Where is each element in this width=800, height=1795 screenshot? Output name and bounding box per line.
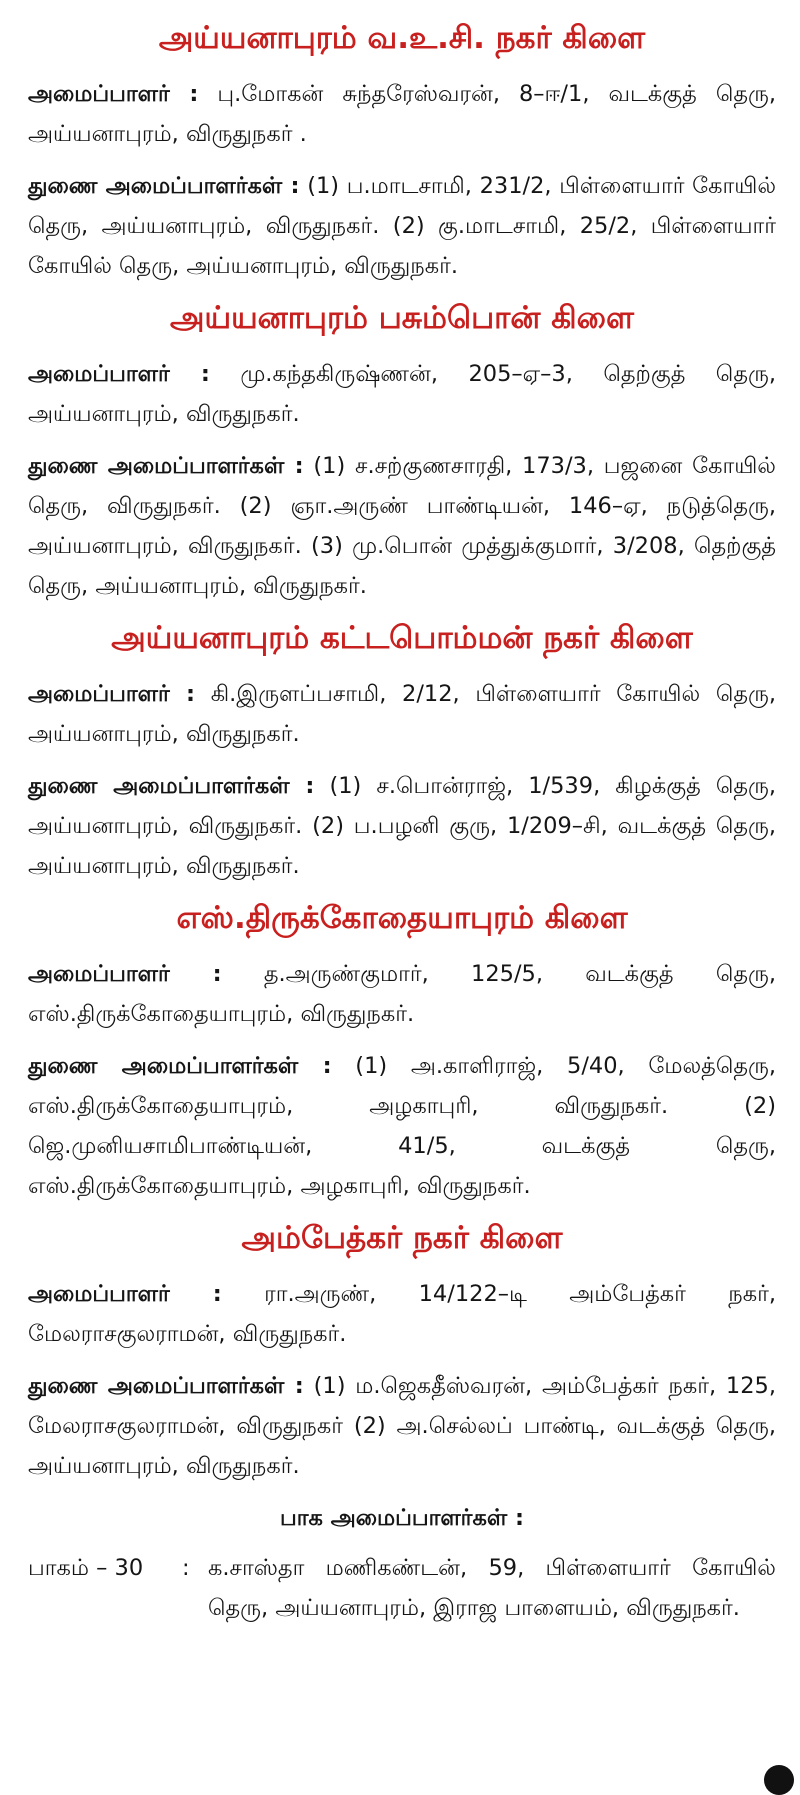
organizer-paragraph [28, 674, 776, 754]
ward-number: பாகம் – 30 [28, 1555, 144, 1581]
deputy-paragraph [28, 766, 776, 886]
branch-section [28, 298, 776, 606]
branch-title: அய்யனாபுரம் கட்டபொம்மன் நகர் கிளை [111, 620, 693, 656]
deputy-text: (1) ம.ஜெகதீஸ்வரன், அம்பேத்கர் நகர், 125, மேலராசகுலராமன், விருதுநகர் (2) அ.செல்லப் பாண்டி, வடக்குத் தெரு, அய்யனாபுரம், விருதுநகர். [28, 1373, 777, 1479]
deputy-label: துணை அமைப்பாளர்கள் : [28, 453, 304, 479]
ward-organizers-title: பாக அமைப்பாளர்கள் : [280, 1505, 524, 1531]
organizer-paragraph [28, 954, 776, 1034]
deputy-label: துணை அமைப்பாளர்கள் : [28, 1373, 304, 1399]
branch-section [28, 618, 776, 886]
branch-title: அய்யனாபுரம் பசும்பொன் கிளை [170, 300, 634, 336]
organizer-text: த.அருண்குமார், 125/5, வடக்குத் தெரு, எஸ்.திருக்கோதையாபுரம், விருதுநகர். [28, 961, 776, 1027]
branch-title: அம்பேத்கர் நகர் கிளை [241, 1220, 563, 1256]
organizer-label: அமைப்பாளர் : [28, 681, 196, 707]
deputy-label: துணை அமைப்பாளர்கள் : [28, 173, 300, 199]
corner-mark-icon [764, 1765, 794, 1795]
organizer-paragraph [28, 74, 776, 154]
organizer-text: பு.மோகன் சுந்தரேஸ்வரன், 8–ஈ/1, வடக்குத் தெரு, அய்யனாபுரம், விருதுநகர் . [28, 81, 776, 147]
organizer-text: கி.இருளப்பசாமி, 2/12, பிள்ளையார் கோயில் தெரு, அய்யனாபுரம், விருதுநகர். [28, 681, 776, 747]
organizer-label: அமைப்பாளர் : [28, 961, 222, 987]
organizer-label: அமைப்பாளர் : [28, 1281, 222, 1307]
deputy-text: (1) ச.சற்குணசாரதி, 173/3, பஜனை கோயில் தெரு, விருதுநகர். (2) ஞா.அருண் பாண்டியன், 146–ஏ, நடுத்தெரு, அய்யனாபுரம், விருதுநகர். (3) மு.பொன் முத்துக்குமார், 3/208, தெற்குத் தெரு, அய்யனாபுரம், விருதுநகர். [28, 453, 776, 599]
deputy-label: துணை அமைப்பாளர்கள் : [28, 1053, 332, 1079]
deputy-paragraph [28, 1366, 776, 1486]
organizer-paragraph [28, 1274, 776, 1354]
deputy-paragraph [28, 1046, 776, 1206]
organizer-text: ரா.அருண், 14/122–டி அம்பேத்கர் நகர், மேலராசகுலராமன், விருதுநகர். [28, 1281, 776, 1347]
ward-organizer-text: க.சாஸ்தா மணிகண்டன், 59, பிள்ளையார் கோயில் தெரு, அய்யனாபுரம், இராஜ பாளையம், விருதுநகர். [208, 1555, 776, 1621]
organizer-text: மு.கந்தகிருஷ்ணன், 205–ஏ–3, தெற்குத் தெரு, அய்யனாபுரம், விருதுநகர். [28, 361, 776, 427]
deputy-paragraph [28, 446, 776, 606]
organizer-label: அமைப்பாளர் : [28, 361, 210, 387]
organizer-label: அமைப்பாளர் : [28, 81, 199, 107]
deputy-text: (1) ச.பொன்ராஜ், 1/539, கிழக்குத் தெரு, அய்யனாபுரம், விருதுநகர். (2) ப.பழனி குரு, 1/209–சி, வடக்குத் தெரு, அய்யனாபுரம், விருதுநகர். [28, 773, 777, 879]
ward-organizers-section [28, 1498, 776, 1628]
deputy-label: துணை அமைப்பாளர்கள் : [28, 773, 315, 799]
branch-section [28, 898, 776, 1206]
ward-colon: : [182, 1555, 190, 1581]
deputy-paragraph [28, 166, 776, 286]
deputy-text: (1) ப.மாடசாமி, 231/2, பிள்ளையார் கோயில் தெரு, அய்யனாபுரம், விருதுநகர். (2) கு.மாடசாமி, 25/2, பிள்ளையார் கோயில் தெரு, அய்யனாபுரம், விருதுநகர். [28, 173, 777, 279]
organizer-paragraph [28, 354, 776, 434]
branch-section [28, 18, 776, 286]
ward-entry [28, 1548, 776, 1628]
branch-title: அய்யனாபுரம் வ.உ.சி. நகர் கிளை [158, 20, 646, 56]
branch-section [28, 1218, 776, 1486]
deputy-text: (1) அ.காளிராஜ், 5/40, மேலத்தெரு, எஸ்.திருக்கோதையாபுரம், அழகாபுரி, விருதுநகர். (2) ஜெ.முனியசாமிபாண்டியன், 41/5, வடக்குத் தெரு, எஸ்.திருக்கோதையாபுரம், அழகாபுரி, விருதுநகர். [28, 1053, 776, 1199]
branch-title: எஸ்.திருக்கோதையாபுரம் கிளை [176, 900, 628, 936]
